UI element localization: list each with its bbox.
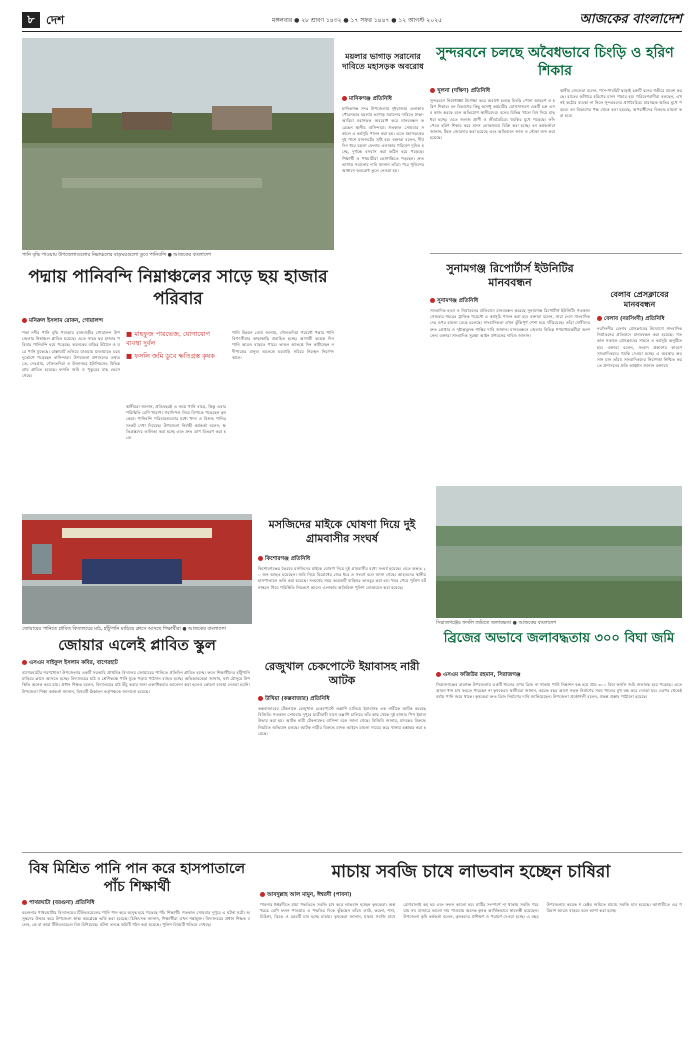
bridge-photo	[436, 486, 682, 618]
flood-byline	[22, 318, 182, 326]
highlight-text: ফসলি জমি ডুবে ক্ষতিগ্রস্ত কৃষক	[134, 352, 215, 360]
section-name: দেশ	[46, 13, 65, 27]
yaba-headline: রেজুখাল চেকপোস্টে ইয়াবাসহ নারী আটক	[264, 660, 420, 687]
mosque-headline: মসজিদের মাইকে ঘোষণা দিয়ে দুই গ্রামবাসীর সংঘর্ষ	[268, 518, 416, 545]
dateline: মঙ্গলবার ● ২৮ শ্রাবণ ১৪৩২ ● ১৭ সফর ১৪৪৭ ● ১২ আগস্ট ২০২৫	[272, 17, 442, 24]
machan-body: পাবনার ঈশ্বরদীতে মাচা পদ্ধতিতে সবজি চাষ করে লাভবান হচ্ছেন কৃষকেরা। অল্প খরচে বেশি ফলন পাওয়ায় এ পদ্ধতির দিকে ঝুঁকছেন তাঁরা। লাউ, করলা, শসা, চিচিঙ্গা, ঝিঙে ও বরবটি চাষ হচ্ছে মাচায়। কৃষকেরা জানান, মাচায় সবজি চাষে রোগবালাই কম হয় এবং ফলন ভালো হয়। মাটির সংস্পর্শে না থাকায় সবজি পচে যায় না। বাজারে ভালো দাম পাওয়ায় অনেক কৃষক আর্থিকভাবে স্বাবলম্বী হয়েছেন। উপজেলা কৃষি কর্মকর্তা বলেন, কৃষকদের প্রশিক্ষণ ও পরামর্শ দেওয়া হচ্ছে। এ বছর উপজেলায় কয়েক শ হেক্টর জমিতে মাচায় সবজি চাষ হয়েছে। আগামীতে এর পরিমাণ আরও বাড়বে বলে আশা করা হচ্ছে।	[260, 902, 682, 920]
mayor-byline	[342, 96, 424, 104]
poison-byline-text: পাথরঘাটা (বরগুনা) প্রতিনিধি	[29, 900, 95, 906]
poison-byline	[22, 900, 252, 908]
yaba-byline	[258, 696, 426, 704]
school-headline: জোয়ার এলেই প্লাবিত স্কুল	[58, 636, 216, 654]
highlight-item: ■ ফসলি জমি ডুবে ক্ষতিগ্রস্ত কৃষক	[126, 352, 215, 360]
sunamganj-byline-text: সুনামগঞ্জ প্রতিনিধি	[437, 298, 479, 304]
machan-headline: মাচায় সবজি চাষে লাভবান হচ্ছেন চাষিরা	[331, 862, 611, 882]
flood-photo-caption: পানি বৃদ্ধি পাওয়ায় উপজেলাগুলোর নিম্নাঞ্চলের বাড়ঘরগুলো ডুবে পানিবন্দি ● আজকের বাংলাদেশ	[22, 253, 211, 258]
divider	[430, 253, 682, 254]
machan-byline	[260, 892, 682, 900]
bridge-body: সিরাজগঞ্জের রায়গঞ্জ উপজেলায় একটি খালের ওপর ব্রিজ না থাকায় পানি নিষ্কাশন বন্ধ হয়ে প্রায় ৩০০ বিঘা ফসলি জমি জলাবদ্ধ হয়ে পড়েছে। এতে আমন ধান চাষ করতে পারছেন না কৃষকেরা। স্থানীয়রা জানান, কয়েক বছর আগে সড়ক নির্মাণের সময় খালের মুখ বন্ধ করে দেওয়া হয়। এরপর থেকেই বর্ষায় পানি জমে থাকে। কৃষকেরা দ্রুত ব্রিজ নির্মাণের দাবি জানিয়েছেন। উপজেলা প্রকৌশলী বলেন, প্রকল্প প্রস্তাব পাঠানো হয়েছে।	[436, 682, 682, 700]
school-byline	[22, 660, 252, 668]
poison-body: বরগুনার পাথরঘাটায় বিদ্যালয়ের টিউবওয়েলের পানি পান করে অসুস্থ হয়ে পড়েছে পাঁচ শিক্ষার্থী। গতকাল সোমবার দুপুরে এ ঘটনা ঘটে। অসুস্থদের উদ্ধার করে উপজেলা স্বাস্থ্য কমপ্লেক্সে ভর্তি করা হয়েছে। চিকিৎসক জানান, শিক্ষার্থীরা এখন শঙ্কামুক্ত। বিদ্যালয়ের প্রধান শিক্ষক বলেন, কে বা কারা টিউবওয়েলে বিষ মিশিয়েছে। ঘটনা তদন্তে কমিটি গঠন করা হয়েছে। পুলিশ বিষয়টি খতিয়ে দেখছে।	[22, 910, 250, 928]
presclub-headline: বেলাব প্রেসক্লাবের মানববন্ধন	[610, 290, 669, 309]
school-byline-text: এসএম সাইফুল ইসলাম কবির, বাগেরহাট	[29, 660, 118, 666]
mayor-body: মানিকগঞ্জ সদর উপজেলার দুধবাজার এলাকায় পৌরসভার ময়লার ভাগাড় সরানোর দাবিতে ঢাকা-আরিচা মহাসড়ক অবরোধ করে মানববন্ধন করেছেন স্থানীয় বাসিন্দারা। গতকাল সোমবার সকালে এ কর্মসূচি পালন করা হয়। এতে মহাসড়কের দুই পাশে যানজটের সৃষ্টি হয়। বক্তারা বলেন, দীর্ঘদিন ধরে ময়লা ফেলায় এলাকার পরিবেশ দূষিত হচ্ছে, দুর্গন্ধে বসবাস করা কঠিন হয়ে পড়েছে। শিক্ষার্থী ও পথচারীরা ভোগান্তিতে পড়ছেন। দ্রুত ভাগাড় সরানোর দাবি জানান তাঁরা। পরে পুলিশের আশ্বাসে অবরোধ তুলে নেওয়া হয়।	[342, 106, 424, 174]
page-header	[22, 10, 682, 32]
page-number: ৮	[22, 12, 40, 28]
poison-headline: বিষ মিশ্রিত পানি পান করে হাসপাতালে পাঁচ শিক্ষার্থী	[28, 861, 246, 895]
presclub-byline-text: বেলাব (নরসিংদী) প্রতিনিধি	[604, 316, 665, 322]
flood-body-col2: স্থানীয়রা জানান, প্রতিবছরই এ সময় পানি বাড়ে, কিন্তু এবার পরিস্থিতি বেশি খারাপ। গবাদিপশু নিয়ে বিপাকে পড়েছেন কৃষকেরা। পানিবন্দি পরিবারগুলোর মধ্যে খাদ্য ও বিশুদ্ধ পানির সংকট দেখা দিয়েছে। উপজেলা নির্বাহী কর্মকর্তা বলেন, ক্ষতিগ্রস্তদের তালিকা করা হচ্ছে এবং দ্রুত ত্রাণ বিতরণ করা হবে।	[126, 404, 226, 441]
sundarban-byline	[430, 88, 555, 96]
flood-photo	[22, 38, 334, 250]
school-photo-caption: জোয়ারের পানিতে প্লাবিত বিদ্যালয়ের মাঠ, হাঁটুপানি মাড়িয়ে ক্লাসে আসছে শিক্ষার্থীরা ● আজকের বাংলাদেশ	[22, 627, 226, 632]
sundarban-byline-text: খুলনা (দক্ষিণ) প্রতিনিধি	[437, 88, 491, 94]
yaba-byline-text: উখিয়া (কক্সবাজার) প্রতিনিধি	[265, 696, 330, 702]
mosque-body: কিশোরগঞ্জের ভৈরবে মসজিদের মাইকে ঘোষণা দিয়ে দুই গ্রামবাসীর মধ্যে সংঘর্ষ হয়েছে। এতে অন্তত ২০ জন আহত হয়েছেন। জমি নিয়ে বিরোধের জের ধরে এ সংঘর্ষ বলে জানা গেছে। আহতদের স্থানীয় হাসপাতালে ভর্তি করা হয়েছে। সংঘর্ষের সময় কয়েকটি বাড়িঘর ভাঙচুর করা হয়। খবর পেয়ে পুলিশ ঘটনাস্থলে গিয়ে পরিস্থিতি নিয়ন্ত্রণে আনে। এলাকায় অতিরিক্ত পুলিশ মোতায়েন করা হয়েছে।	[258, 566, 426, 590]
bridge-byline	[436, 672, 682, 680]
sunamganj-byline	[430, 298, 590, 306]
flood-highlights	[126, 330, 226, 400]
sunamganj-headline: সুনামগঞ্জ রিপোর্টার্স ইউনিটির মানববন্ধন	[446, 262, 574, 289]
bridge-photo-caption: সিরাজগঞ্জের ফসলি জমিতে জলাবদ্ধতা ● আজকের বাংলাদেশ	[436, 621, 557, 626]
mayor-byline-text: মানিকগঞ্জ প্রতিনিধি	[349, 96, 392, 102]
sundarban-headline: সুন্দরবনে চলছে অবৈধভাবে চিংড়ি ও হরিণ শিকার	[436, 45, 674, 79]
flood-body-col3: পানি উন্নয়ন বোর্ড জানায়, দৌলতদিয়া পয়েন্টে পদ্মার পানি বিপৎসীমার কাছাকাছি প্রবাহিত হচ্ছে। আগামী কয়েক দিন পানি আরও বাড়তে পারে। ভাঙন আতঙ্কে দিন কাটাচ্ছেন নদীপাড়ের মানুষ। অনেকে ঘরবাড়ি সরিয়ে নিচ্ছেন নিরাপদ স্থানে।	[232, 330, 334, 360]
machan-byline-text: আবদুল্লাহ আল মামুন, ঈশ্বরদী (পাবনা)	[267, 892, 352, 898]
newspaper-logo: আজকের বাংলাদেশ	[579, 12, 682, 27]
mosque-byline-text: কিশোরগঞ্জ প্রতিনিধি	[265, 556, 311, 562]
sunamganj-body: সাংবাদিক হত্যা ও নির্যাতনের প্রতিবাদে মানববন্ধন করেছে সুনামগঞ্জ রিপোর্টার্স ইউনিটি। গতকাল সোমবার শহরের ট্রাফিক পয়েন্টে এ কর্মসূচি পালন করা হয়। বক্তারা বলেন, সারা দেশে সাংবাদিকদের ওপর হামলা বেড়ে চলেছে। সাংবাদিকতা এখন ঝুঁকিপূর্ণ পেশা হয়ে দাঁড়িয়েছে। তাঁরা দোষীদের দ্রুত গ্রেপ্তার ও দৃষ্টান্তমূলক শাস্তির দাবি জানান। মানববন্ধনে জেলার বিভিন্ন গণমাধ্যমকর্মীরা অংশ নেন। বক্তারা সাংবাদিক সুরক্ষা আইন প্রণয়নের দাবিও জানান।	[430, 308, 590, 338]
mayor-headline: ময়লার ভাগাড় সরানোর দাবিতে মহাসড়ক অবরোধ	[342, 52, 424, 71]
mosque-byline	[258, 556, 426, 564]
flood-body-col1: পদ্মা নদীর পানি বৃদ্ধি পাওয়ায় রাজবাড়ীর গোয়ালন্দ উপজেলার নিম্নাঞ্চল প্লাবিত হয়েছে। এতে সাড়ে ছয় হাজার পরিবার পানিবন্দি হয়ে পড়েছে। অনেকের বাড়ির উঠানে ও ঘরে পানি ঢুকেছে। রাস্তাঘাট তলিয়ে যাওয়ায় যাতায়াতে চরম দুর্ভোগে পড়েছেন বাসিন্দারা। উপজেলা প্রশাসনের তথ্যমতে, দেবগ্রাম, দৌলতদিয়া ও উজানচর ইউনিয়নের বিভিন্ন গ্রাম প্লাবিত হয়েছে। ফসলি জমি ও পুকুরের মাছ ভেসে গেছে।	[22, 330, 120, 379]
presclub-body: নরসিংদীর বেলাব প্রেসক্লাবের উদ্যোগে সাংবাদিক নির্যাতনের প্রতিবাদে মানববন্ধন করা হয়েছে। গতকাল সকালে প্রেসক্লাবের সামনে এ কর্মসূচি অনুষ্ঠিত হয়। বক্তারা বলেন, সংবাদ প্রকাশের কারণে সাংবাদিকদের হুমকি দেওয়া হচ্ছে। এ অবস্থার অবসান চান তাঁরা। সাংবাদিকদের নিরাপত্তা নিশ্চিত করতে প্রশাসনের প্রতি আহ্বান জানান বক্তারা।	[597, 326, 682, 369]
flood-headline: পদ্মায় পানিবন্দি নিম্নাঞ্চলের সাড়ে ছয় হাজার পরিবার	[28, 267, 328, 309]
bridge-byline-text: এসএম ফজিউর রহমান, সিরাজগঞ্জ	[443, 672, 521, 678]
highlight-text: মাহফুজ পারভেজ, যোগাযোগ ব্যবস্থা দুর্বল	[126, 330, 210, 347]
flood-byline-text: মনিরুল ইসলাম রোকন, গোয়ালন্দ	[29, 318, 104, 324]
sundarban-body-col2: স্থানীয় জেলেরা বলেন, পাস-পারমিট ছাড়াই চক্রটি বনের গভীরে প্রবেশ করছে। রাতের আঁধারে হরিণের মাংস পাচার হয়। পরিবেশবাদীরা বলছেন, এখনই কঠোর ব্যবস্থা না নিলে সুন্দরবনের প্রাণবৈচিত্র্য মারাত্মক ক্ষতির মুখে পড়বে। বন বিভাগের পক্ষ থেকে বলা হয়েছে, অপরাধীদের বিরুদ্ধে মামলা করা হবে।	[560, 88, 682, 118]
presclub-byline	[597, 316, 682, 324]
school-photo	[22, 514, 252, 624]
divider	[22, 852, 682, 853]
school-body: বাগেরহাটের শরণখোলা উপজেলার একটি সরকারি প্রাথমিক বিদ্যালয় জোয়ারের পানিতে প্রতিদিন প্লাবিত হচ্ছে। ফলে শিক্ষার্থীদের হাঁটুপানি মাড়িয়ে ক্লাসে আসতে হচ্ছে। বিদ্যালয়ের মাঠ ও শ্রেণিকক্ষে পানি ঢুকে পড়ায় পাঠদান ব্যাহত হচ্ছে। অভিভাবকেরা জানান, বর্ষা মৌসুমে উপস্থিতি অনেক কমে যায়। প্রধান শিক্ষক বলেন, বিদ্যালয়ের মাঠ উঁচু করার জন্য একাধিকবার আবেদন করা হলেও কোনো ব্যবস্থা নেওয়া হয়নি। উপজেলা শিক্ষা কর্মকর্তা জানান, বিষয়টি ঊর্ধ্বতন কর্তৃপক্ষকে জানানো হয়েছে।	[22, 670, 250, 694]
bridge-headline: ব্রিজের অভাবে জলাবদ্ধতায় ৩০০ বিঘা জমি	[443, 631, 675, 646]
highlight-item: ■ মাহফুজ পারভেজ, যোগাযোগ ব্যবস্থা দুর্বল	[126, 330, 210, 347]
yaba-body: কক্সবাজারের টেকনাফে রেজুখাল চেকপোস্টে তল্লাশি চালিয়ে ইয়াবাসহ এক নারীকে আটক করেছে বিজিবি। গতকাল সোমবার দুপুরে যাত্রীবাহী বাসে তল্লাশি চালিয়ে তাঁর কাছ থেকে দুই হাজার পিস ইয়াবা উদ্ধার করা হয়। আটক নারী টেকনাফের বাসিন্দা বলে জানা গেছে। বিজিবি জানায়, মাদকের বিরুদ্ধে নিয়মিত অভিযান চলছে। আটক নারীর বিরুদ্ধে মাদক আইনে মামলা দায়ের করে থানায় হস্তান্তর করা হয়েছে।	[258, 706, 426, 736]
sundarban-body-col1: সুন্দরবনে নিষেধাজ্ঞা উপেক্ষা করে অবাধে চলছে চিংড়ি পোনা আহরণ ও হরিণ শিকার। বন বিভাগের কিছু অসাধু কর্মচারীর যোগসাজশে একটি চক্র এসব কাজ করছে বলে অভিযোগ স্থানীয়দের। বনের বিভিন্ন খালে বিষ দিয়ে মাছ ধরা হচ্ছে। এতে জলজ প্রাণী ও জীববৈচিত্র্য হুমকির মুখে পড়েছে। ফাঁদ পেতে হরিণ শিকার করে মাংস লোকালয়ে বিক্রি করা হচ্ছে। বন কর্মকর্তারা জানান, টহল জোরদার করা হয়েছে এবং অভিযানে জাল ও নৌকা জব্দ করা হয়েছে।	[430, 98, 555, 141]
